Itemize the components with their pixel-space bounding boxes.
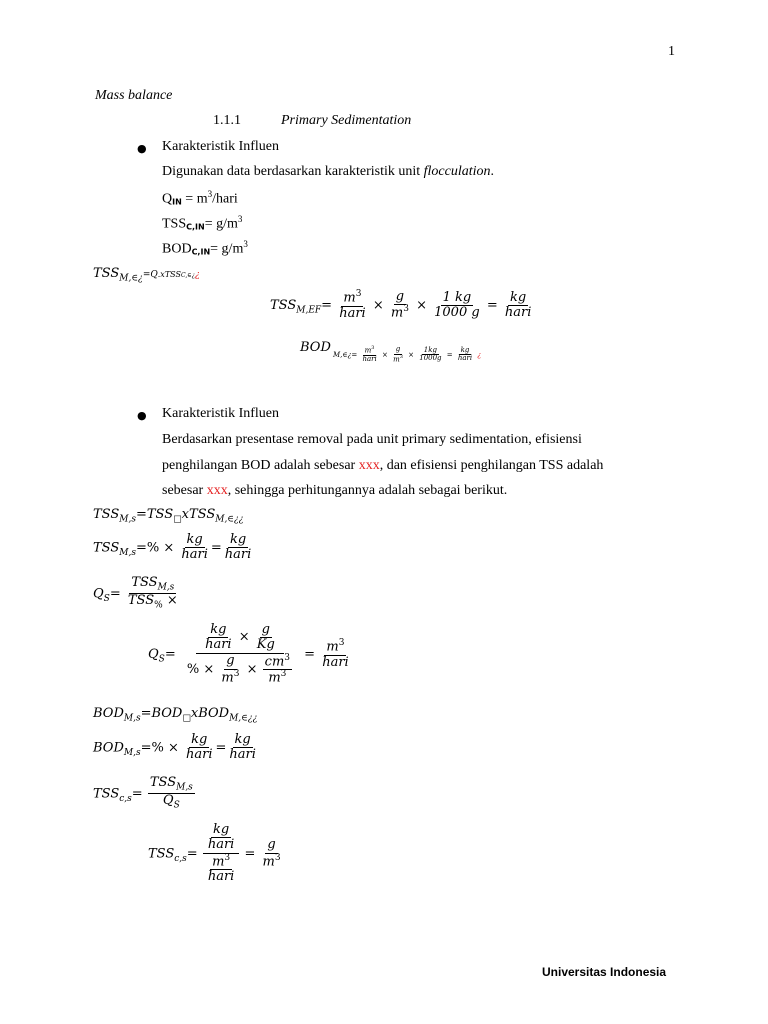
- formula-qs-1: [93, 576, 181, 612]
- bod-label: BOD: [162, 241, 192, 257]
- intro-end: .: [490, 164, 495, 179]
- denominator-sup: 3: [233, 668, 240, 679]
- formula-lhs: TSS: [93, 266, 120, 281]
- numerator-sup: 3: [371, 345, 375, 351]
- numerator-sub: M,s: [157, 582, 175, 593]
- numerator: g: [226, 653, 235, 669]
- formula-tss-ms-2: [93, 533, 254, 563]
- equals-sign: =: [109, 586, 121, 602]
- numerator-sup: 3: [284, 652, 291, 663]
- fraction: [184, 733, 215, 763]
- formula-pre: =% ×: [140, 740, 179, 756]
- formula-lhs-sub: M,s: [119, 547, 136, 558]
- footer-institution: Universitas Indonesia: [542, 965, 667, 979]
- bod-in-line: [162, 239, 248, 258]
- formula-rhs-sub: M,∈¿¿: [229, 713, 258, 724]
- denominator: m: [390, 305, 404, 321]
- formula-mid2: xBOD: [190, 706, 230, 721]
- numerator: kg: [234, 732, 251, 747]
- denominator: Q: [162, 793, 174, 809]
- formula-lhs-sub: M,s: [119, 514, 136, 525]
- denominator: 1000g: [419, 354, 442, 363]
- denominator: TSS: [127, 593, 155, 609]
- fraction: [360, 346, 378, 364]
- numerator: TSS: [149, 775, 177, 790]
- fraction: [391, 346, 405, 364]
- numerator-sub: M,s: [176, 782, 193, 793]
- numerator: g: [261, 622, 270, 637]
- formula-tss-cs-1: [93, 776, 196, 812]
- q-sub: IN: [172, 197, 182, 207]
- fraction: [255, 623, 277, 653]
- q-rest: = m: [181, 191, 208, 207]
- formula-tail: ¿: [477, 350, 482, 359]
- denominator: hari: [186, 747, 213, 763]
- formula-bod-ms-1: [93, 706, 257, 724]
- numerator-sup: 3: [338, 637, 345, 648]
- numerator: kg: [191, 732, 208, 747]
- numerator-sup: 3: [224, 852, 231, 863]
- fraction: [148, 776, 195, 812]
- removal-line-3: [162, 483, 507, 499]
- times-sign: ×: [381, 350, 388, 359]
- fraction: [179, 533, 210, 563]
- formula-rhs: =Q: [142, 270, 158, 280]
- equals-sign: =: [446, 350, 453, 359]
- formula-tss-m-ef: [270, 290, 534, 321]
- denominator: hari: [339, 305, 366, 321]
- fraction: [223, 533, 254, 563]
- times-sign: ×: [416, 297, 427, 313]
- bullet-icon: ●: [137, 142, 147, 155]
- fraction: [389, 290, 411, 321]
- formula-tiny-sub: C,∈¿: [180, 272, 195, 279]
- intro-text: Digunakan data berdasarkan karakteristik unit: [162, 164, 421, 179]
- fraction: [203, 623, 234, 653]
- fraction: [126, 576, 180, 612]
- times-sign: ×: [408, 350, 414, 359]
- numerator: 1kg: [423, 345, 437, 354]
- denominator: m: [268, 670, 281, 686]
- formula-lhs-sub: S: [158, 654, 165, 665]
- compound-fraction: [203, 823, 240, 885]
- fraction: [320, 639, 351, 670]
- denominator: hari: [504, 304, 532, 320]
- removal-placeholder: xxx: [206, 483, 228, 498]
- tss-label: TSS: [162, 216, 187, 232]
- formula-mid2: xTSS: [181, 507, 216, 522]
- denominator: m: [262, 853, 275, 869]
- influent-heading: Karakteristik Influen: [162, 139, 280, 154]
- removal-line-1: Berdasarkan presentase removal pada unit primary sedimentation, efisiensi: [162, 432, 582, 447]
- section-title: Primary Sedimentation: [281, 113, 412, 128]
- formula-lhs: TSS: [93, 540, 120, 556]
- fraction: [206, 854, 237, 885]
- equals-sign: =: [164, 646, 176, 662]
- numerator: kg: [210, 622, 227, 637]
- denominator: hari: [205, 637, 232, 653]
- tss-in-line: [162, 214, 242, 233]
- formula-lhs: TSS: [93, 786, 120, 802]
- equals-sign: =: [186, 846, 198, 862]
- numerator: m: [212, 853, 225, 869]
- formula-bod-m-in: [300, 340, 331, 355]
- formula-bod-ms-2: [93, 733, 259, 763]
- equals-sign: =: [304, 646, 316, 662]
- denominator-sub: S: [173, 801, 180, 812]
- removal-placeholder: xxx: [358, 458, 380, 473]
- numerator: TSS: [131, 575, 158, 590]
- times-sign: ×: [246, 661, 258, 677]
- fraction: [261, 838, 283, 869]
- numerator: g: [267, 837, 276, 853]
- denominator: m: [393, 355, 400, 364]
- fraction: [503, 291, 534, 321]
- formula-mid: =TSS: [135, 507, 174, 522]
- numerator: 1 kg: [442, 289, 472, 305]
- numerator: kg: [510, 289, 527, 305]
- formula-lhs: TSS: [148, 846, 175, 862]
- denominator: m: [221, 669, 234, 685]
- denominator-sup: 3: [399, 353, 403, 360]
- denominator-tail: ×: [162, 593, 178, 609]
- equals-sign: =: [210, 540, 222, 556]
- denominator: hari: [229, 747, 256, 763]
- formula-lhs: TSS: [93, 507, 120, 522]
- equals-sign: =: [131, 786, 143, 802]
- numerator: g: [395, 345, 401, 353]
- formula-rhs2: .xTSS: [157, 270, 181, 279]
- denominator: hari: [224, 547, 252, 563]
- fraction: [432, 291, 482, 321]
- denominator: hari: [322, 654, 349, 670]
- bod-rest: = g/m: [210, 241, 244, 257]
- fraction: [219, 654, 241, 685]
- numerator-sup: 3: [355, 289, 362, 299]
- denominator-sub: %: [154, 601, 163, 612]
- numerator: kg: [186, 532, 203, 547]
- formula-lhs: Q: [93, 586, 104, 602]
- fraction: [417, 347, 443, 363]
- formula-lhs: TSS: [270, 297, 297, 313]
- formula-lhs-sub: S: [103, 594, 110, 605]
- equals-sign: =: [244, 846, 256, 862]
- numerator: kg: [229, 532, 247, 547]
- fraction: [263, 654, 292, 686]
- bod-sub: C,IN: [191, 247, 211, 257]
- bod-sup: 3: [243, 239, 248, 249]
- q-label: Q: [162, 191, 173, 207]
- formula-lhs-sub: c,s: [174, 853, 187, 864]
- times-sign: ×: [372, 297, 384, 313]
- intro-term: flocculation: [423, 164, 491, 179]
- removal-text: sebesar: [162, 483, 207, 498]
- formula-bod-m-in-body: [333, 346, 481, 364]
- percent-times: % ×: [186, 661, 215, 677]
- times-sign: ×: [238, 629, 250, 645]
- formula-tss-m-in: [93, 266, 200, 284]
- formula-lhs-sub: M,s: [123, 747, 141, 758]
- numerator: kg: [460, 345, 470, 354]
- q-in-line: [162, 189, 238, 208]
- document-title: Mass balance: [95, 88, 173, 103]
- denominator: hari: [207, 837, 235, 853]
- fraction: [456, 347, 474, 363]
- denominator: hari: [362, 355, 377, 364]
- removal-text: penghilangan BOD adalah sebesar: [162, 458, 359, 473]
- numerator: kg: [212, 822, 230, 837]
- denominator: hari: [181, 547, 208, 563]
- tss-sub: C,IN: [186, 222, 205, 232]
- box-symbol: □: [182, 713, 191, 724]
- fraction: [227, 733, 258, 763]
- formula-lhs: Q: [148, 646, 159, 662]
- formula-lhs-sub: M,∈¿=: [333, 350, 358, 359]
- tss-sup: 3: [237, 214, 243, 224]
- removal-heading: Karakteristik Influen: [162, 406, 280, 421]
- denominator: hari: [207, 869, 235, 885]
- section-number: 1.1.1: [213, 113, 241, 128]
- formula-qs-2: [148, 623, 352, 686]
- removal-text: , sehingga perhitungannya adalah sebagai berikut.: [227, 483, 508, 498]
- formula-pre: =% ×: [135, 540, 175, 556]
- fraction: [337, 290, 368, 321]
- tss-rest: = g/m: [204, 216, 238, 232]
- denominator: 1000 g: [434, 304, 480, 320]
- denominator: Kg: [256, 637, 275, 653]
- formula-mid: =BOD: [140, 706, 183, 721]
- formula-tss-ms-1: [93, 507, 244, 525]
- formula-rhs-sub: M,∈¿¿: [215, 514, 244, 525]
- formula-tss-cs-2: [148, 823, 284, 885]
- denominator-sup: 3: [280, 669, 287, 680]
- influent-intro: [162, 164, 494, 180]
- numerator: m: [326, 639, 339, 655]
- q-unit: /hari: [212, 191, 238, 207]
- formula-lhs-sub: M,s: [123, 713, 141, 724]
- compound-fraction: [181, 623, 299, 686]
- denominator-sup: 3: [274, 852, 281, 863]
- removal-line-2: [162, 458, 603, 474]
- formula-lhs-sub: c,s: [119, 794, 132, 805]
- numerator: m: [343, 290, 356, 306]
- numerator: cm: [264, 653, 285, 669]
- q-sup: 3: [207, 189, 213, 199]
- fraction: [206, 823, 237, 853]
- denominator: hari: [457, 354, 473, 363]
- numerator: g: [395, 289, 405, 304]
- box-symbol: □: [173, 514, 182, 525]
- equals-sign: =: [215, 740, 227, 756]
- formula-lhs-sub: M,∈¿: [119, 273, 143, 284]
- formula-tail: ¿: [194, 270, 200, 280]
- formula-lhs-sub: M,EF: [296, 305, 322, 316]
- formula-lhs: BOD: [93, 706, 124, 721]
- denominator-sup: 3: [403, 304, 409, 315]
- equals-sign: =: [486, 297, 498, 313]
- numerator: m: [364, 346, 372, 355]
- formula-lhs: BOD: [93, 740, 124, 756]
- removal-text: , dan efisiensi penghilangan TSS adalah: [379, 458, 604, 473]
- bullet-icon: ●: [137, 409, 147, 422]
- equals-sign: =: [321, 297, 333, 313]
- formula-lhs: BOD: [300, 340, 331, 355]
- page-number: 1: [668, 44, 675, 59]
